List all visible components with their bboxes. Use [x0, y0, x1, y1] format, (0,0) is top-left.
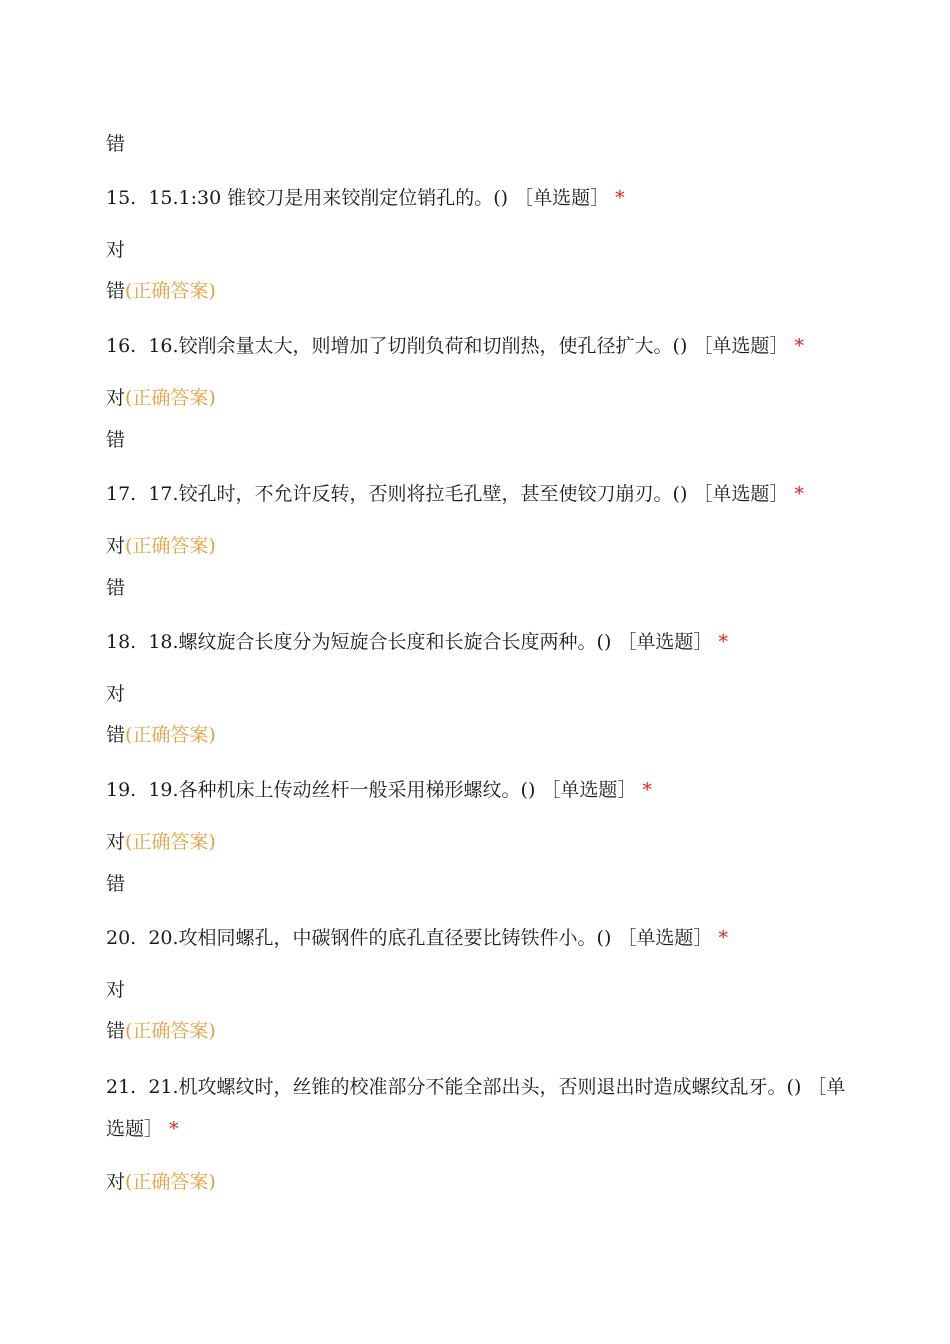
option-text: 对: [106, 683, 126, 705]
option-item[interactable]: [106, 279, 216, 303]
correct-answer-label: (正确答案): [125, 535, 216, 557]
option-text: 对: [106, 535, 126, 557]
option-text: 错: [106, 577, 126, 599]
option-text: 对: [106, 979, 126, 1001]
option-text: 对: [106, 239, 126, 261]
question-16-stem: [106, 334, 804, 358]
question-number: 16.: [106, 335, 137, 357]
required-marker: *: [642, 779, 652, 801]
option-item[interactable]: [106, 576, 125, 600]
question-15-stem: [106, 186, 625, 210]
correct-answer-label: (正确答案): [125, 1171, 216, 1193]
option-item[interactable]: [106, 428, 125, 452]
question-number: 18.: [106, 631, 137, 653]
question-17-stem: [106, 482, 804, 506]
question-number: 21.: [106, 1076, 137, 1098]
question-number: 15.: [106, 187, 137, 209]
question-text: 18.螺纹旋合长度分为短旋合长度和长旋合长度两种。(): [148, 631, 612, 653]
question-type-tag: ［单选题］: [617, 927, 713, 949]
question-number: 17.: [106, 483, 137, 505]
question-type-tag: ［单选题］: [514, 187, 610, 209]
question-text: 21.机攻螺纹时，丝锥的校准部分不能全部出头，否则退出时造成螺纹乱牙。(): [148, 1076, 802, 1098]
option-item[interactable]: [106, 830, 216, 854]
correct-answer-label: (正确答案): [125, 1020, 216, 1042]
correct-answer-label: (正确答案): [125, 831, 216, 853]
question-text: 20.攻相同螺孔，中碳钢件的底孔直径要比铸铁件小。(): [148, 927, 612, 949]
correct-answer-label: (正确答案): [125, 724, 216, 746]
correct-answer-label: (正确答案): [125, 387, 216, 409]
question-19-stem: [106, 778, 652, 802]
option-text: 对: [106, 1171, 126, 1193]
question-20-stem: [106, 926, 728, 950]
question-text: 16.铰削余量太大，则增加了切削负荷和切削热，使孔径扩大。(): [148, 335, 688, 357]
option-item[interactable]: [106, 723, 216, 747]
question-type-tag: ［单选题］: [693, 335, 789, 357]
question-type-tag: ［单选题］: [617, 631, 713, 653]
option-item[interactable]: [106, 386, 216, 410]
option-text: 错: [106, 280, 126, 302]
question-text: 15.1:30 锥铰刀是用来铰削定位销孔的。(): [148, 187, 509, 209]
required-marker: *: [169, 1118, 179, 1140]
correct-answer-label: (正确答案): [125, 280, 216, 302]
option-item[interactable]: [106, 682, 125, 706]
option-text: 错: [106, 873, 126, 895]
required-marker: *: [718, 631, 728, 653]
required-marker: *: [794, 483, 804, 505]
question-type-tag: ［单选题］: [693, 483, 789, 505]
question-text: 17.铰孔时，不允许反转，否则将拉毛孔壁，甚至使铰刀崩刃。(): [148, 483, 688, 505]
question-number: 20.: [106, 927, 137, 949]
required-marker: *: [718, 927, 728, 949]
question-18-stem: [106, 630, 728, 654]
option-item[interactable]: [106, 872, 125, 896]
question-text: 19.各种机床上传动丝杆一般采用梯形螺纹。(): [148, 779, 536, 801]
option-item[interactable]: [106, 1170, 216, 1194]
option-item[interactable]: [106, 1019, 216, 1043]
option-text: 错: [106, 429, 126, 451]
question-number: 19.: [106, 779, 137, 801]
option-text: 错: [106, 1020, 126, 1042]
option-text: 错: [106, 724, 126, 746]
required-marker: *: [615, 187, 625, 209]
option-item[interactable]: [106, 238, 125, 262]
option-text: 错: [106, 133, 126, 155]
question-type-tag: ［单选题］: [106, 1076, 846, 1140]
option-text: 对: [106, 387, 126, 409]
question-type-tag: ［单选题］: [541, 779, 637, 801]
option-text: 对: [106, 831, 126, 853]
question-21-stem: [106, 1066, 846, 1150]
option-item[interactable]: [106, 978, 125, 1002]
option-item[interactable]: [106, 534, 216, 558]
required-marker: *: [794, 335, 804, 357]
